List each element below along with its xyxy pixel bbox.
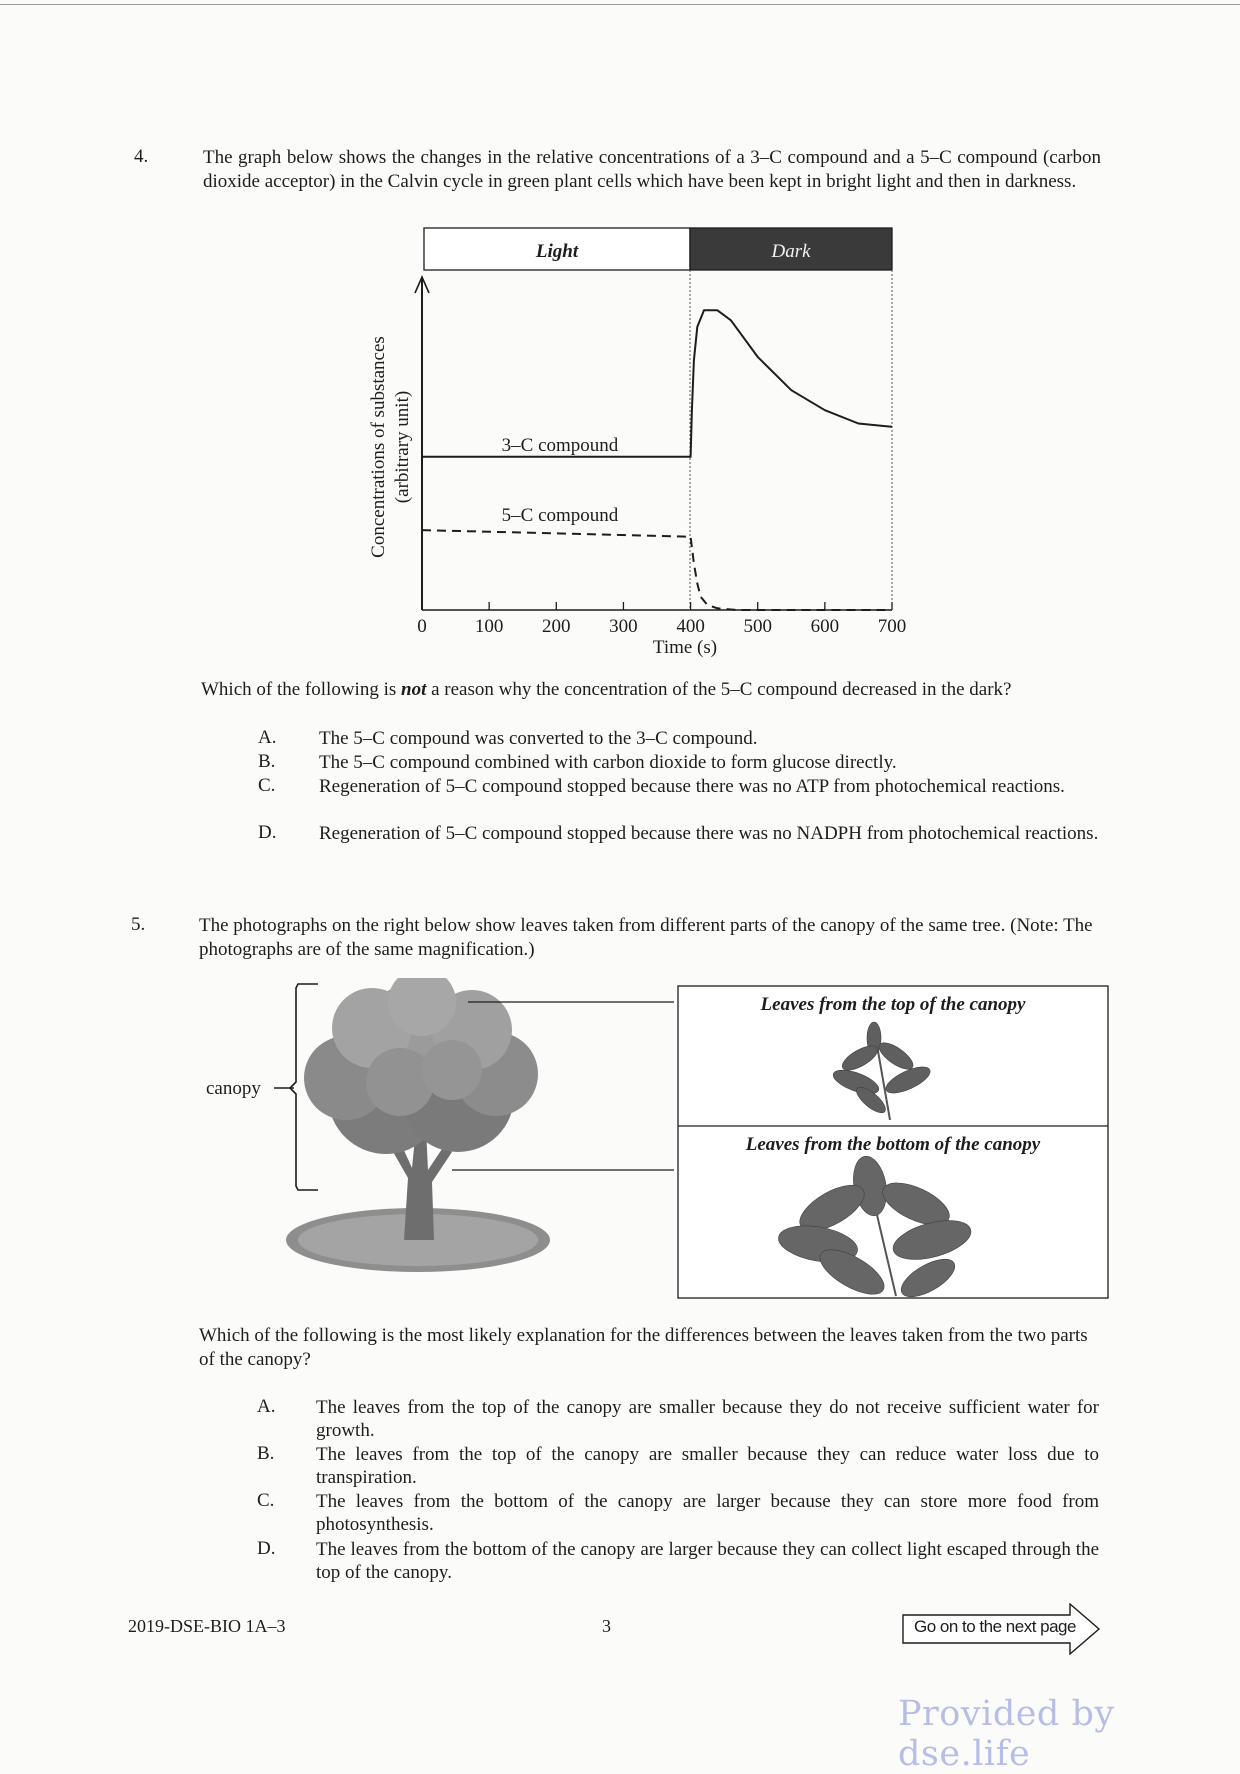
q4-stem: The graph below shows the changes in the relative concentrations of a 3–C compound and a 5–C compound (carbon dioxide acceptor) in the Calvin cycle in green plant cells which have been kept in bright light and then in darkness. (203, 147, 1101, 192)
next-page-label: Go on to the next page (914, 1617, 1076, 1636)
next-page-indicator (902, 1603, 1102, 1655)
q4-option-b-letter: B. (258, 751, 276, 772)
q5-stem: The photographs on the right below show leaves taken from different parts of the canopy of the same tree. (Note: The photographs are of the same magnification.) (199, 915, 1093, 960)
q4-graph (360, 225, 920, 665)
q5-option-c-text: The leaves from the bottom of the canopy are larger because they can store more food from photosynthesis. (316, 1491, 1099, 1535)
q4-question-part2: a reason why the concentration of the 5–C compound decreased in the dark? (426, 679, 1012, 700)
x-ticks (417, 602, 906, 637)
x-axis-label: Time (s) (652, 637, 718, 658)
x-tick-label: 500 (743, 616, 772, 637)
x-tick-label: 300 (609, 616, 638, 637)
q5-option-b-text: The leaves from the top of the canopy are smaller because they can reduce water loss due to transpiration. (316, 1444, 1099, 1488)
q5-option-d-letter: D. (257, 1538, 276, 1559)
y-axis-label-line1: Concentrations of substances (368, 336, 389, 558)
q4-option-c-text: Regeneration of 5–C compound stopped because there was no ATP from photochemical reactions. (319, 776, 1065, 797)
panel-bottom-title: Leaves from the bottom of the canopy (745, 1134, 1041, 1155)
series-label-5c: 5–C compound (501, 505, 619, 526)
x-tick-label: 700 (877, 616, 907, 637)
x-tick-label: 100 (474, 616, 504, 637)
x-tick-label: 400 (676, 616, 705, 637)
q4-question-part1: Which of the following is (201, 679, 401, 700)
q4-number: 4. (134, 146, 149, 167)
x-tick-label: 600 (810, 616, 840, 637)
q5-question: Which of the following is the most likely explanation for the differences between the leaves taken from the two parts of the canopy? (199, 1325, 1088, 1370)
q5-figure (196, 978, 1112, 1304)
q5-option-c-letter: C. (257, 1490, 275, 1511)
q4-option-d-letter: D. (258, 822, 277, 843)
q5-number: 5. (131, 914, 146, 935)
series-line-3c (422, 310, 892, 457)
series-label-3c: 3–C compound (501, 435, 619, 456)
x-tick-label: 0 (417, 616, 427, 637)
data-series (422, 310, 892, 610)
q5-option-b-letter: B. (257, 1443, 275, 1464)
page-number: 3 (602, 1616, 611, 1636)
exam-code: 2019-DSE-BIO 1A–3 (128, 1616, 286, 1636)
q4-option-d-text: Regeneration of 5–C compound stopped because there was no NADPH from photochemical reactions. (319, 823, 1099, 844)
canopy-label: canopy (206, 1078, 261, 1099)
watermark: Provided by dse.life (898, 1694, 1115, 1774)
x-tick-label: 200 (542, 616, 571, 637)
dark-label: Dark (771, 241, 811, 262)
q4-option-b-text: The 5–C compound combined with carbon dioxide to form glucose directly. (319, 752, 897, 773)
q4-option-c-letter: C. (258, 775, 276, 796)
q4-question (201, 678, 1101, 702)
tree-illustration (286, 978, 550, 1272)
q4-option-a-text: The 5–C compound was converted to the 3–C compound. (319, 728, 758, 749)
q5-option-a-text: The leaves from the top of the canopy are smaller because they do not receive sufficient water for growth. (316, 1397, 1099, 1441)
panel-top-title: Leaves from the top of the canopy (760, 994, 1026, 1015)
q4-question-emphasis: not (401, 679, 427, 700)
light-label: Light (535, 241, 579, 262)
q4-option-a-letter: A. (258, 727, 277, 748)
y-axis-label-line2: (arbitrary unit) (392, 390, 413, 504)
series-line-5c (422, 530, 892, 610)
top-rule (0, 4, 1240, 5)
q5-option-d-text: The leaves from the bottom of the canopy are larger because they can collect light escaped through the top of the canopy. (316, 1539, 1099, 1583)
q5-option-a-letter: A. (257, 1396, 276, 1417)
